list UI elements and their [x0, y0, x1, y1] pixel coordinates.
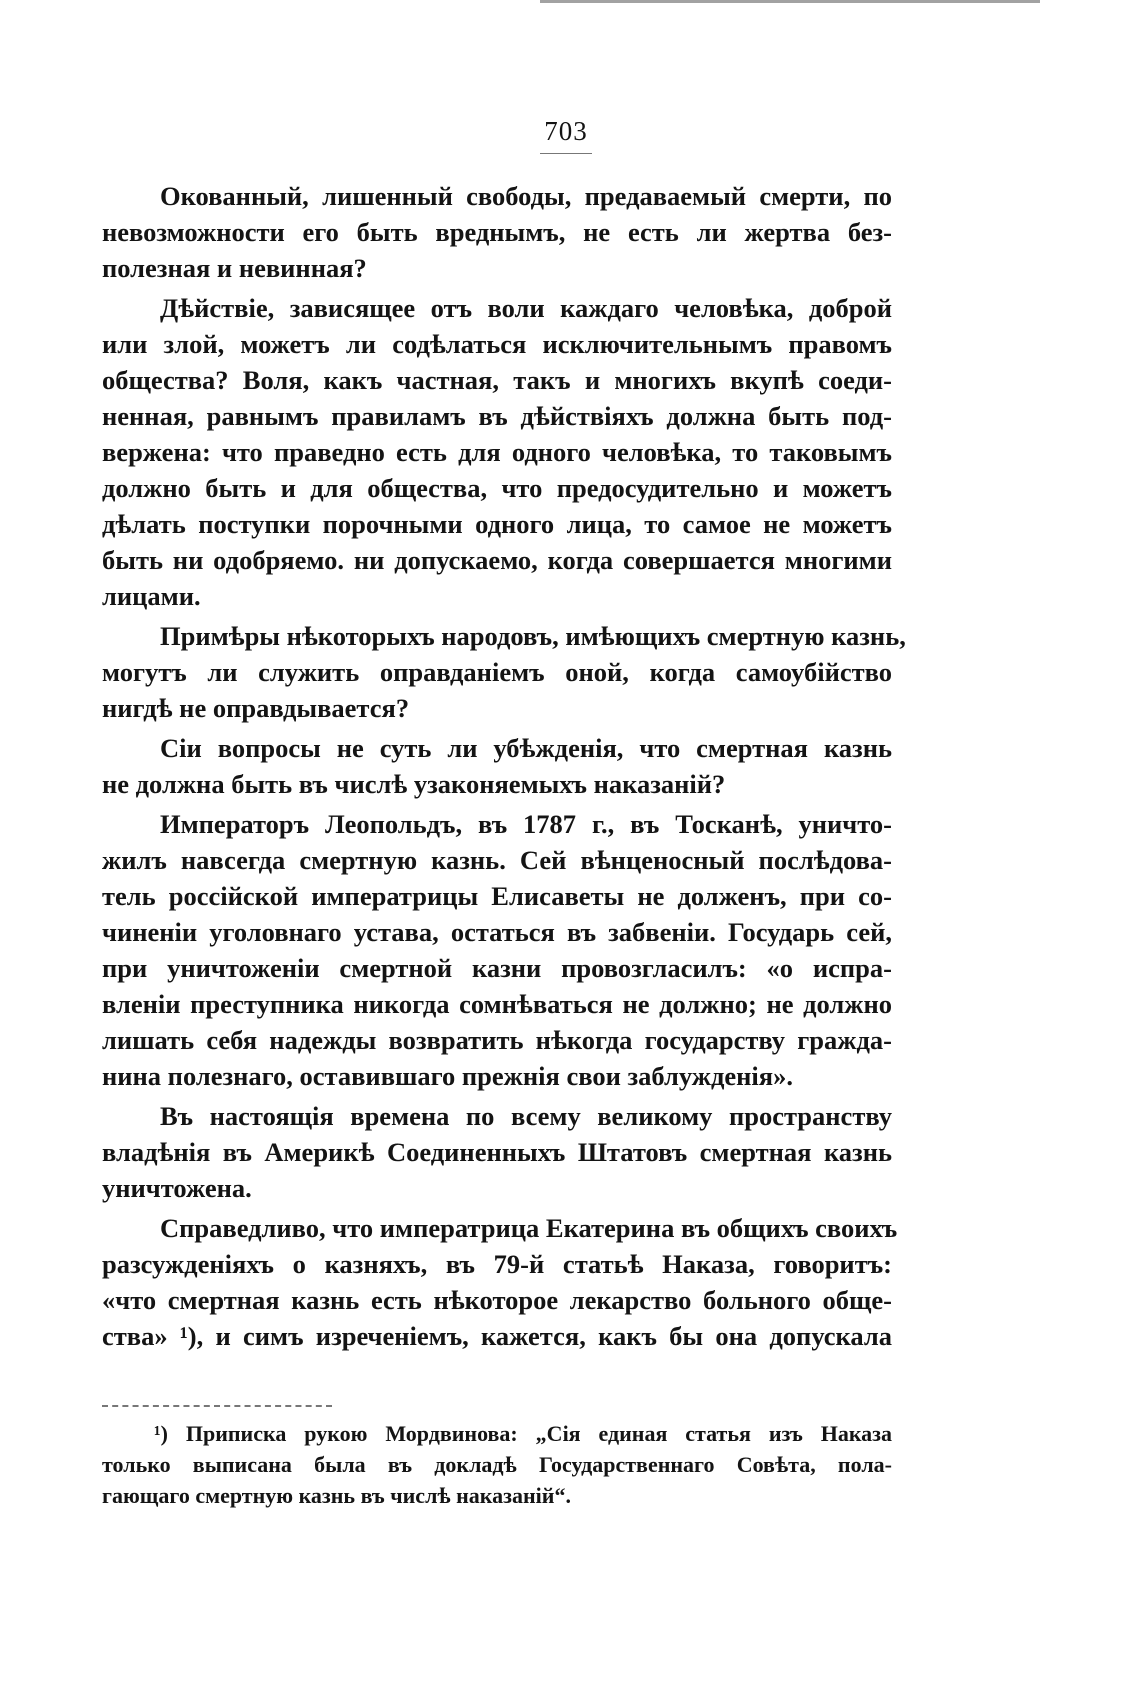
text-line: Дѣйствіе, зависящее отъ воли каждаго человѣка, доброй [160, 293, 892, 323]
page-number: 703 [540, 116, 592, 154]
paragraph-1 [102, 178, 892, 286]
footnote-line: гающаго смертную казнь въ числѣ наказаній“. [102, 1483, 571, 1508]
text-line: невозможности его быть вреднымъ, не есть ли жертва без- [102, 217, 892, 247]
text-line: тель россійской императрицы Елисаветы не долженъ, при со- [102, 881, 892, 911]
text-line: Окованный, лишенный свободы, предаваемый смерти, по [160, 181, 892, 211]
text-line: при уничтоженіи смертной казни провозгласилъ: «о испра- [102, 953, 892, 983]
text-line: вленіи преступника никогда сомнѣваться не должно; не должно [102, 989, 892, 1019]
text-line: нигдѣ не оправдывается? [102, 693, 410, 723]
body-text [102, 178, 906, 1358]
text-line: могутъ ли служить оправданіемъ оной, когда самоубійство [102, 657, 892, 687]
text-line: лицами. [102, 581, 201, 611]
text-line: ства» ¹), и симъ изреченіемъ, кажется, какъ бы она допускала [102, 1321, 892, 1351]
page-header [0, 116, 1140, 154]
text-line: разсужденіяхъ о казняхъ, въ 79-й статьѣ Наказа, говоритъ: [102, 1249, 892, 1279]
top-edge-rule [540, 0, 1040, 3]
text-line: нина полезнаго, оставившаго прежнія свои заблужденія». [102, 1061, 793, 1091]
text-line: владѣнія въ Америкѣ Соединенныхъ Штатовъ смертная казнь [102, 1137, 892, 1167]
text-line: быть ни одобряемо. ни допускаемо, когда совершается многими [102, 545, 892, 575]
text-line: должно быть и для общества, что предосудительно и можетъ [102, 473, 892, 503]
paragraph-2 [102, 290, 892, 614]
text-line: Въ настоящія времена по всему великому пространству [160, 1101, 892, 1131]
text-line: не должна быть въ числѣ узаконяемыхъ наказаній? [102, 769, 726, 799]
footnotes [102, 1418, 892, 1511]
footnote-1 [102, 1418, 892, 1511]
paragraph-3 [102, 618, 906, 726]
text-line: вержена: что праведно есть для одного человѣка, то таковымъ [102, 437, 892, 467]
paragraph-7 [102, 1210, 898, 1354]
text-line: лишать себя надежды возвратить нѣкогда государству гражда- [102, 1025, 892, 1055]
text-line: жилъ навсегда смертную казнь. Сей вѣнценосный послѣдова- [102, 845, 892, 875]
footnote-separator [102, 1405, 332, 1407]
text-line: или злой, можетъ ли содѣлаться исключительнымъ правомъ [102, 329, 892, 359]
text-line: Примѣры нѣкоторыхъ народовъ, имѣющихъ смертную казнь, [160, 621, 906, 651]
text-line: «что смертная казнь есть нѣкоторое лекарство больного обще- [102, 1285, 892, 1315]
text-line: ненная, равнымъ правиламъ въ дѣйствіяхъ должна быть под- [102, 401, 892, 431]
footnote-line: только выписана была въ докладѣ Государственнаго Совѣта, пола- [102, 1452, 892, 1477]
text-line: Сіи вопросы не суть ли убѣжденія, что смертная казнь [160, 733, 892, 763]
text-line: Императоръ Леопольдъ, въ 1787 г., въ Тосканѣ, уничто- [160, 809, 892, 839]
paragraph-6 [102, 1098, 892, 1206]
text-line: уничтожена. [102, 1173, 252, 1203]
footnote-line: ¹) Приписка рукою Мордвинова: „Сія единая статья изъ Наказа [154, 1421, 892, 1446]
text-line: Справедливо, что императрица Екатерина въ общихъ своихъ [160, 1213, 898, 1243]
text-line: полезная и невинная? [102, 253, 367, 283]
text-line: дѣлать поступки порочными одного лица, то самое не можетъ [102, 509, 892, 539]
text-line: общества? Воля, какъ частная, такъ и многихъ вкупѣ соеди- [102, 365, 892, 395]
paragraph-4 [102, 730, 892, 802]
paragraph-5 [102, 806, 892, 1094]
text-line: чиненіи уголовнаго устава, остаться въ забвеніи. Государь сей, [102, 917, 892, 947]
